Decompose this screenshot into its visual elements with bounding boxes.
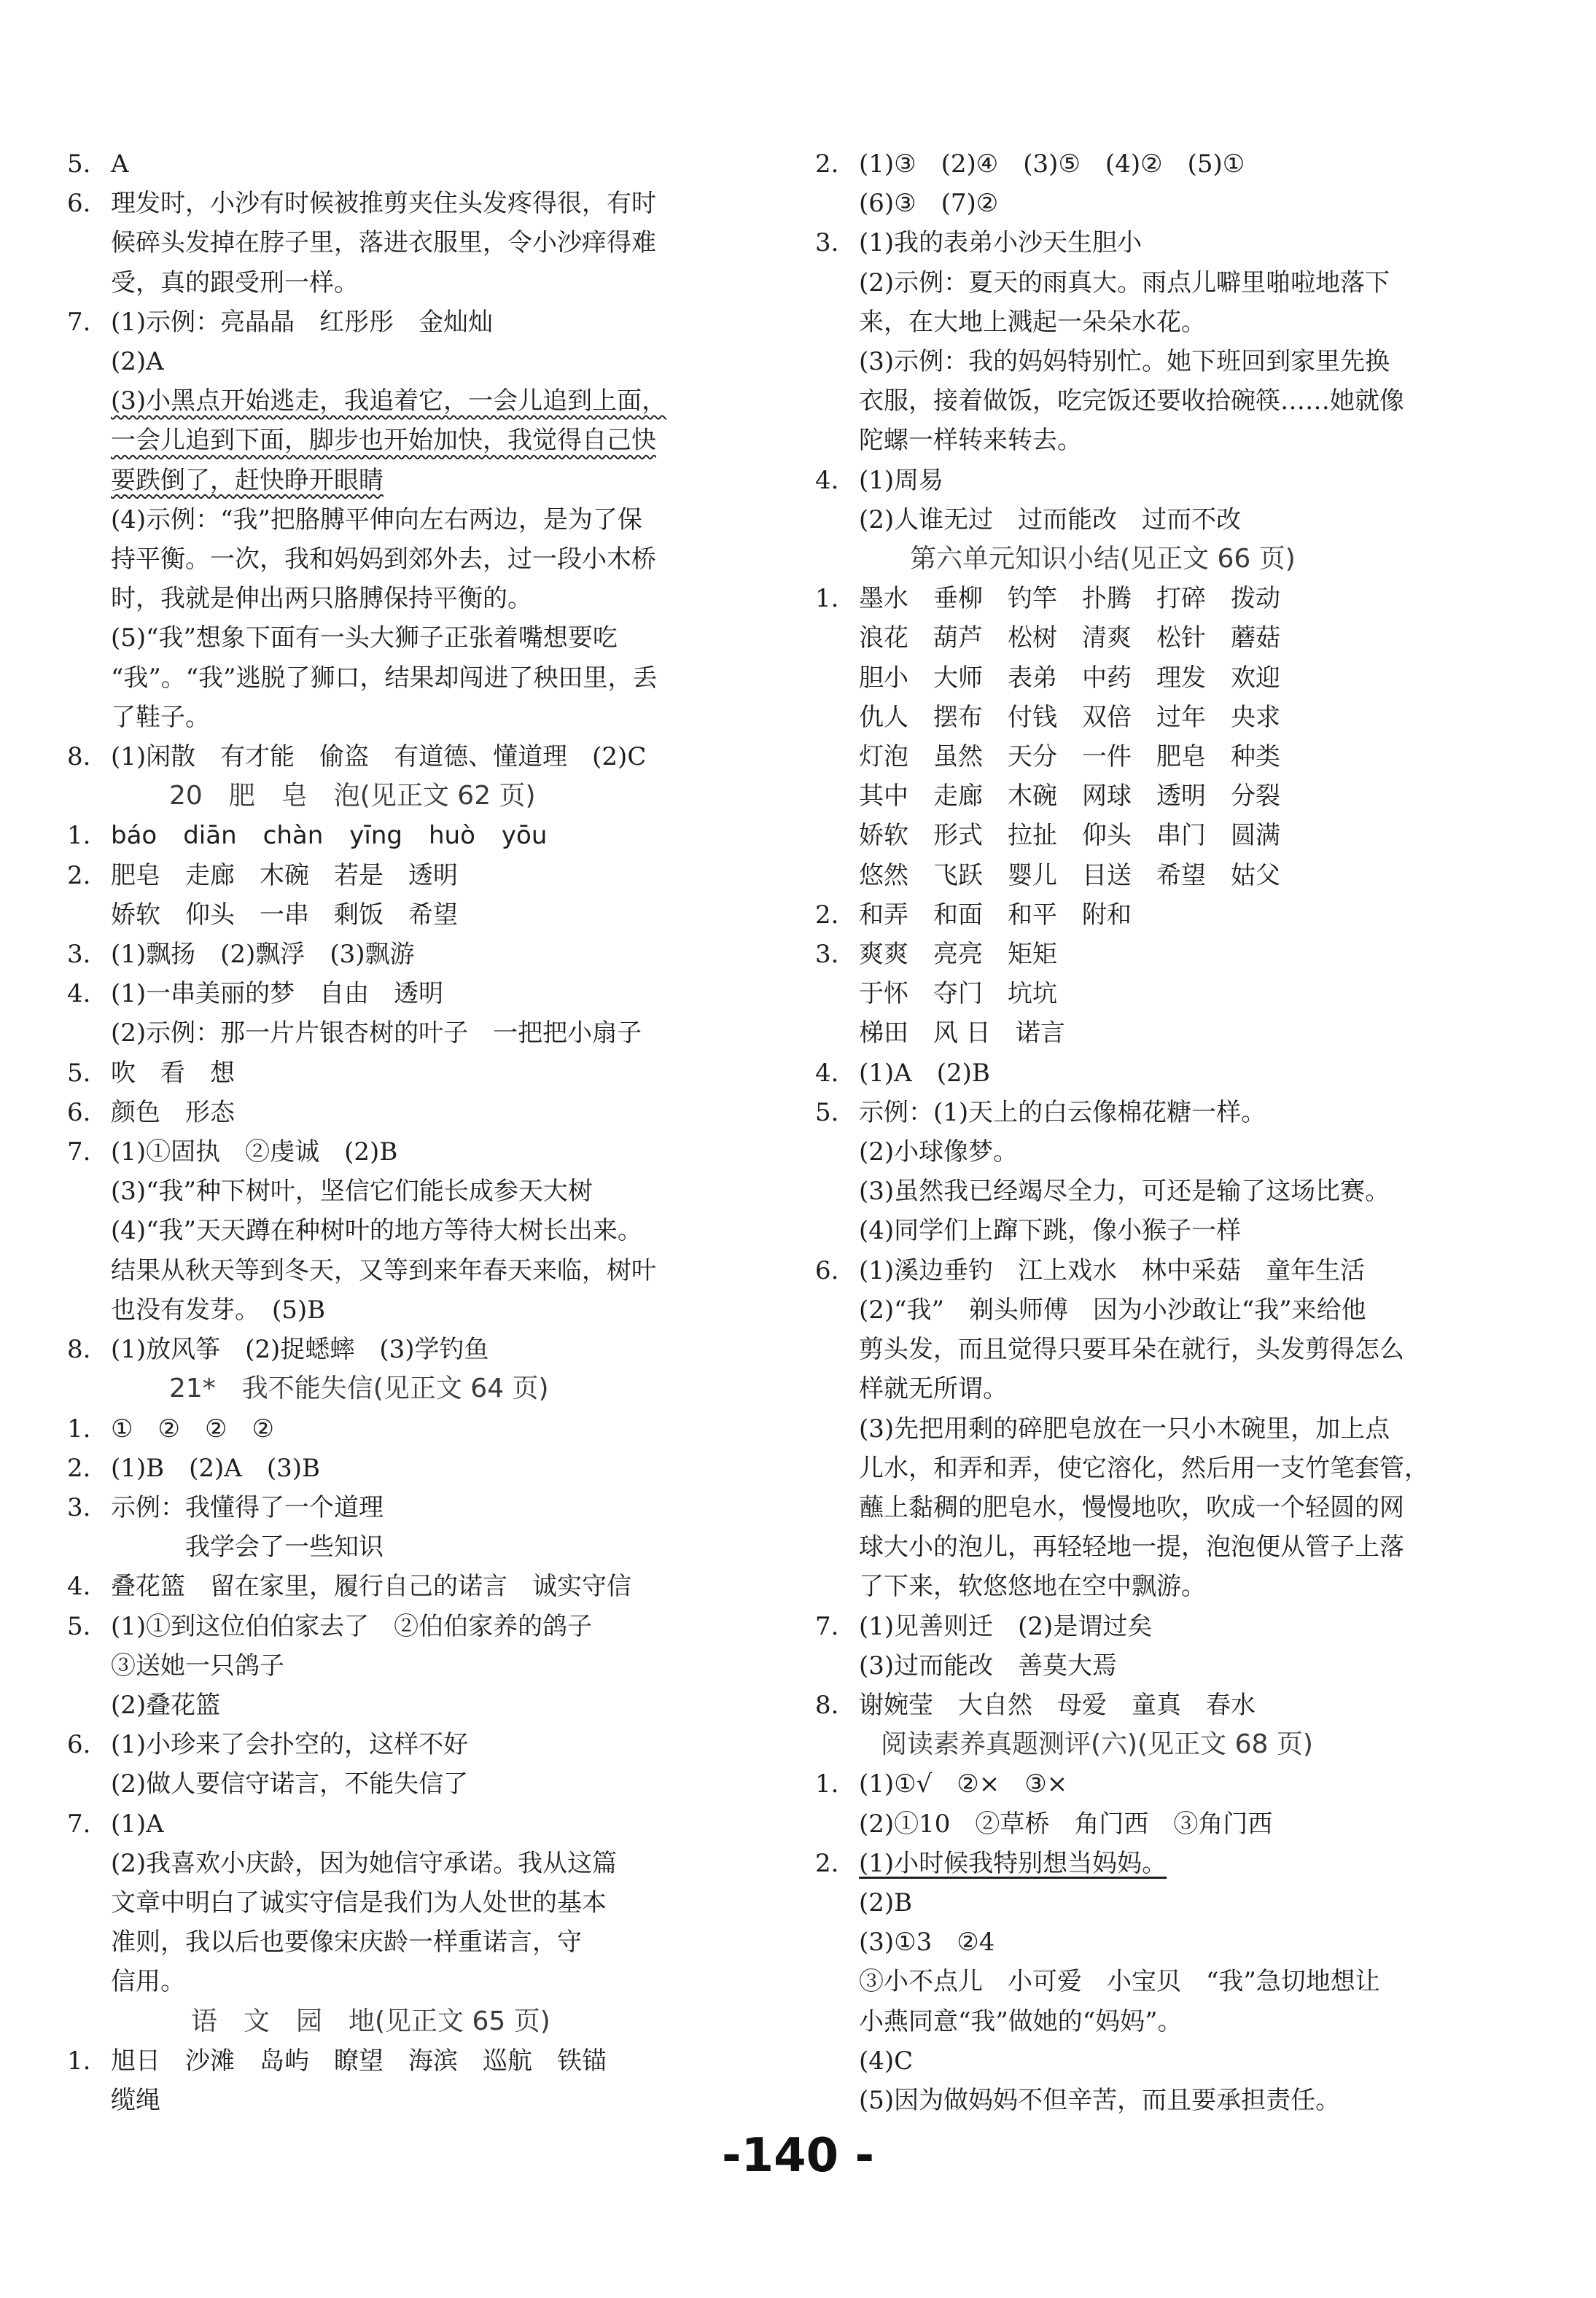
answer-line: (3)“我”种下树叶，坚信它们能长成参天大树 [111, 1177, 593, 1207]
pinyin-word: huò [428, 821, 475, 851]
item-number: 6. [67, 189, 91, 219]
answer-line: 衣服，接着做饭，吃完饭还要收拾碗筷……她就像 [859, 386, 1404, 416]
answer-line: 和弄 和面 和平 附和 [859, 900, 1132, 930]
answer-item [67, 816, 767, 855]
answer-line: (2)我喜欢小庆龄，因为她信守承诺。我从这篇 [111, 1848, 618, 1878]
answer-item [67, 184, 767, 303]
answer-line: (1)我的表弟小沙天生胆小 [859, 228, 1142, 258]
answer-line: 也没有发芽。 (5)B [111, 1295, 326, 1325]
answer-line: (1)①√ ②× ③× [859, 1769, 1068, 1799]
answer-item [67, 974, 767, 1053]
answer-line: 肥皂 走廊 木碗 若是 透明 [111, 860, 458, 890]
section-heading: 20 肥 皂 泡(见正文 62 页) [169, 781, 536, 811]
answer-item [815, 1844, 1544, 2120]
answer-line: 候碎头发掉在脖子里，落进衣服里，令小沙痒得难 [111, 228, 656, 258]
answer-line: (2)①10 ②草桥 角门西 ③角门西 [859, 1809, 1273, 1839]
answer-item [67, 1053, 767, 1093]
item-number: 4. [67, 979, 91, 1009]
pinyin-word: yīng [349, 821, 402, 851]
answer-line: (1)B (2)A (3)B [111, 1453, 321, 1483]
item-number: 1. [67, 821, 91, 851]
answer-item [67, 1567, 767, 1606]
answer-line: 其中 走廊 木碗 网球 透明 分裂 [859, 782, 1280, 811]
answer-line: (2)人谁无过 过而能改 过而不改 [859, 505, 1242, 534]
right-column [815, 144, 1544, 2120]
answer-line: 示例：(1)天上的白云像棉花糖一样。 [859, 1097, 1266, 1127]
answer-item [67, 1725, 767, 1804]
section-heading: 语 文 园 地(见正文 65 页) [191, 2006, 550, 2036]
answer-line: 吹 看 想 [111, 1058, 235, 1088]
item-number: 2. [815, 1848, 839, 1878]
answer-item [815, 144, 1544, 223]
pinyin-word: chàn [262, 821, 324, 851]
answer-line: 样就无所谓。 [859, 1374, 1008, 1404]
page-number: -140 - [722, 2129, 874, 2183]
answer-line: (1)①到这位伯伯家去了 ②伯伯家养的鸽子 [111, 1611, 593, 1641]
item-number: 2. [815, 149, 839, 179]
answer-line: (1)放风筝 (2)捉蟋蟀 (3)学钓鱼 [111, 1335, 489, 1365]
left-column [67, 144, 767, 2120]
answer-line: (3)①3 ②4 [859, 1928, 995, 1958]
answer-item [67, 1488, 767, 1567]
section-heading: 21* 我不能失信(见正文 64 页) [169, 1374, 549, 1404]
answer-line: 了下来，软悠悠地在空中飘游。 [859, 1572, 1206, 1602]
answer-line: (3)先把用剩的碎肥皂放在一只小木碗里，加上点 [859, 1414, 1390, 1444]
answer-line: 仇人 摆布 付钱 双倍 过年 央求 [859, 702, 1280, 732]
answer-line: 缆绳 [111, 2085, 160, 2115]
answer-item [67, 1093, 767, 1132]
item-number: 1. [815, 1769, 839, 1799]
section-heading: 阅读素养真题测评(六)(见正文 68 页) [881, 1729, 1313, 1760]
answer-line: 准则，我以后也要像宋庆龄一样重诺言，守 [111, 1928, 582, 1958]
answer-line: 结果从秋天等到冬天，又等到来年春天来临，树叶 [111, 1255, 656, 1285]
answer-line: (1)一串美丽的梦 自由 透明 [111, 979, 444, 1009]
answer-item [815, 1251, 1544, 1607]
answer-line: (4)示例：“我”把胳膊平伸向左右两边，是为了保 [111, 505, 642, 534]
item-number: 8. [815, 1690, 839, 1720]
answer-line: 旭日 沙滩 岛屿 瞭望 海滨 巡航 铁锚 [111, 2046, 607, 2076]
answer-line: 娇软 仰头 一串 剩饭 希望 [111, 900, 458, 930]
answer-line: (3)虽然我已经竭尽全力，可还是输了这场比赛。 [859, 1177, 1390, 1207]
answer-line: (1)周易 [859, 465, 944, 495]
answer-line: 球大小的泡儿，再轻轻地一提，泡泡便从管子上落 [859, 1532, 1404, 1562]
item-number: 4. [815, 465, 839, 495]
item-number: 5. [67, 1611, 91, 1641]
answer-line: “我”。“我”逃脱了狮口，结果却闯进了秧田里，丢 [111, 663, 658, 693]
answer-line: (2)叠花篮 [111, 1690, 221, 1720]
item-number: 5. [67, 1058, 91, 1088]
item-number: 6. [67, 1097, 91, 1127]
answer-line: 墨水 垂柳 钓竿 扑腾 打碎 拨动 [859, 584, 1280, 614]
answer-line: 要跌倒了，赶快睁开眼睛 [111, 465, 384, 495]
answer-item [815, 935, 1544, 1053]
answer-line: A [111, 149, 129, 179]
answer-line: 受，真的跟受刑一样。 [111, 268, 359, 297]
item-number: 2. [67, 860, 91, 890]
item-number: 3. [815, 940, 839, 970]
answer-line: 我学会了一些知识 [111, 1532, 384, 1562]
answer-line: 信用。 [111, 1967, 185, 1997]
answer-line: 了鞋子。 [111, 702, 210, 732]
item-number: 2. [67, 1453, 91, 1483]
answer-line: ③小不点儿 小可爱 小宝贝 “我”急切地想让 [859, 1967, 1380, 1997]
answer-item [67, 1804, 767, 2002]
item-number: 6. [815, 1255, 839, 1285]
answer-line: 爽爽 亮亮 矩矩 [859, 940, 1057, 970]
answer-line: (1)小时候我特别想当妈妈。 [859, 1848, 1167, 1878]
item-number: 4. [67, 1572, 91, 1602]
answer-line: 时，我就是伸出两只胳膊保持平衡的。 [111, 584, 532, 614]
answer-item [67, 1409, 767, 1449]
answer-line: (2)示例：那一片片银杏树的叶子 一把把小扇子 [111, 1018, 642, 1048]
answer-line: (1)见善则迁 (2)是谓过矣 [859, 1611, 1153, 1641]
pinyin-word: báo [111, 821, 157, 851]
answer-line: (1)A [111, 1809, 164, 1839]
answer-item [815, 1764, 1544, 1843]
answer-line: (2)“我” 剃头师傅 因为小沙敢让“我”来给他 [859, 1295, 1366, 1325]
answer-line: (2)B [859, 1888, 913, 1917]
answer-item [815, 223, 1544, 460]
answer-line: 剪头发，而且觉得只要耳朵在就行，头发剪得怎么 [859, 1335, 1404, 1365]
answer-line: (1)小珍来了会扑空的，这样不好 [111, 1730, 469, 1760]
answer-line: (3)小黑点开始逃走，我追着它，一会儿追到上面， [111, 386, 667, 416]
item-number: 5. [67, 149, 91, 179]
answer-line: (5)因为做妈妈不但辛苦，而且要承担责任。 [859, 2085, 1341, 2115]
item-number: 1. [67, 1414, 91, 1444]
answer-line: (1)③ (2)④ (3)⑤ (4)② (5)① [859, 149, 1245, 179]
answer-line: 于怀 夺门 坑坑 [859, 979, 1057, 1009]
pinyin-word: diān [183, 821, 237, 851]
answer-line: (1)闲散 有才能 偷盗 有道德、懂道理 (2)C [111, 742, 647, 772]
item-number: 7. [67, 1809, 91, 1839]
answer-line: 一会儿追到下面，脚步也开始加快，我觉得自己快 [111, 426, 656, 456]
pinyin-word: yōu [501, 821, 548, 851]
item-number: 1. [67, 2046, 91, 2076]
answer-line: 持平衡。一次，我和妈妈到郊外去，过一段小木桥 [111, 545, 656, 574]
answer-line: 浪花 葫芦 松树 清爽 松针 蘑菇 [859, 623, 1280, 653]
answer-line: 悠然 飞跃 婴儿 目送 希望 姑父 [859, 860, 1280, 890]
item-number: 8. [67, 1335, 91, 1365]
answer-line: (5)“我”想象下面有一头大狮子正张着嘴想要吃 [111, 623, 618, 653]
answer-line: ③送她一只鸽子 [111, 1651, 284, 1680]
answer-line: 胆小 大师 表弟 中药 理发 欢迎 [859, 663, 1280, 693]
answer-item [67, 1449, 767, 1488]
item-number: 5. [815, 1097, 839, 1127]
answer-line: 示例：我懂得了一个道理 [111, 1492, 384, 1522]
answer-line: (4)“我”天天蹲在种树叶的地方等待大树长出来。 [111, 1216, 642, 1246]
answer-line: 来，在大地上溅起一朵朵水花。 [859, 307, 1206, 337]
answer-line: (4)C [859, 2046, 914, 2076]
item-number: 2. [815, 900, 839, 930]
answer-line: (2)做人要信守诺言，不能失信了 [111, 1769, 469, 1799]
answer-line: (4)同学们上蹿下跳，像小猴子一样 [859, 1216, 1242, 1246]
answer-item [815, 579, 1544, 895]
answer-line: (6)③ (7)② [859, 189, 999, 219]
answer-item [67, 935, 767, 974]
answer-line: (1)示例：亮晶晶 红彤彤 金灿灿 [111, 307, 494, 337]
item-number: 3. [67, 940, 91, 970]
answer-line: (3)示例：我的妈妈特别忙。她下班回到家里先换 [859, 347, 1390, 377]
answer-line: (1)A (2)B [859, 1058, 990, 1088]
answer-line: (2)A [111, 347, 164, 377]
answer-line: 梯田 风 日 诺言 [859, 1018, 1065, 1048]
answer-line: 理发时，小沙有时候被推剪夹住头发疼得很，有时 [111, 189, 656, 219]
answer-line: (1)溪边垂钓 江上戏水 林中采菇 童年生活 [859, 1255, 1366, 1285]
answer-item [67, 737, 767, 776]
answer-item [67, 856, 767, 935]
item-number: 7. [67, 307, 91, 337]
item-number: 8. [67, 742, 91, 772]
answer-line: (1)飘扬 (2)飘浮 (3)飘游 [111, 940, 415, 970]
item-number: 4. [815, 1058, 839, 1088]
answer-line: 灯泡 虽然 天分 一件 肥皂 种类 [859, 742, 1280, 772]
answer-line: 儿水，和弄和弄，使它溶化，然后用一支竹笔套管， [859, 1453, 1429, 1483]
answer-item [815, 461, 1544, 540]
answer-line: 叠花篮 留在家里，履行自己的诺言 诚实守信 [111, 1572, 631, 1602]
answer-item [815, 895, 1544, 935]
answer-item [67, 1330, 767, 1369]
answer-line: (2)小球像梦。 [859, 1137, 1019, 1167]
answer-line: 蘸上黏稠的肥皂水，慢慢地吹，吹成一个轻圆的网 [859, 1492, 1404, 1522]
item-number: 3. [67, 1492, 91, 1522]
item-number: 6. [67, 1730, 91, 1760]
answer-item [815, 1093, 1544, 1251]
answer-line: 文章中明白了诚实守信是我们为人处世的基本 [111, 1888, 607, 1917]
answer-line: 颜色 形态 [111, 1097, 235, 1127]
answer-line: 陀螺一样转来转去。 [859, 426, 1082, 456]
answer-item [67, 303, 767, 737]
answer-item [815, 1053, 1544, 1093]
answer-line: (3)过而能改 善莫大焉 [859, 1651, 1118, 1680]
answer-line: 娇软 形式 拉扯 仰头 串门 圆满 [859, 821, 1280, 851]
answer-item [67, 2041, 767, 2120]
answer-line: (2)示例：夏天的雨真大。雨点儿噼里啪啦地落下 [859, 268, 1390, 297]
answer-item [67, 1132, 767, 1330]
section-heading: 第六单元知识小结(见正文 66 页) [910, 544, 1296, 574]
item-number: 7. [67, 1137, 91, 1167]
answer-line: 谢婉莹 大自然 母爱 童真 春水 [859, 1690, 1256, 1720]
answer-item [67, 1607, 767, 1726]
answer-item [815, 1607, 1544, 1686]
answer-line: 小燕同意“我”做她的“妈妈”。 [859, 2006, 1183, 2036]
item-number: 1. [815, 584, 839, 614]
item-number: 3. [815, 228, 839, 258]
answer-item [67, 144, 767, 184]
answer-line: ① ② ② ② [111, 1414, 274, 1444]
pinyin-answers [111, 816, 767, 855]
item-number: 7. [815, 1611, 839, 1641]
answer-line: (1)①固执 ②虔诚 (2)B [111, 1137, 398, 1167]
answer-item [815, 1686, 1544, 1725]
